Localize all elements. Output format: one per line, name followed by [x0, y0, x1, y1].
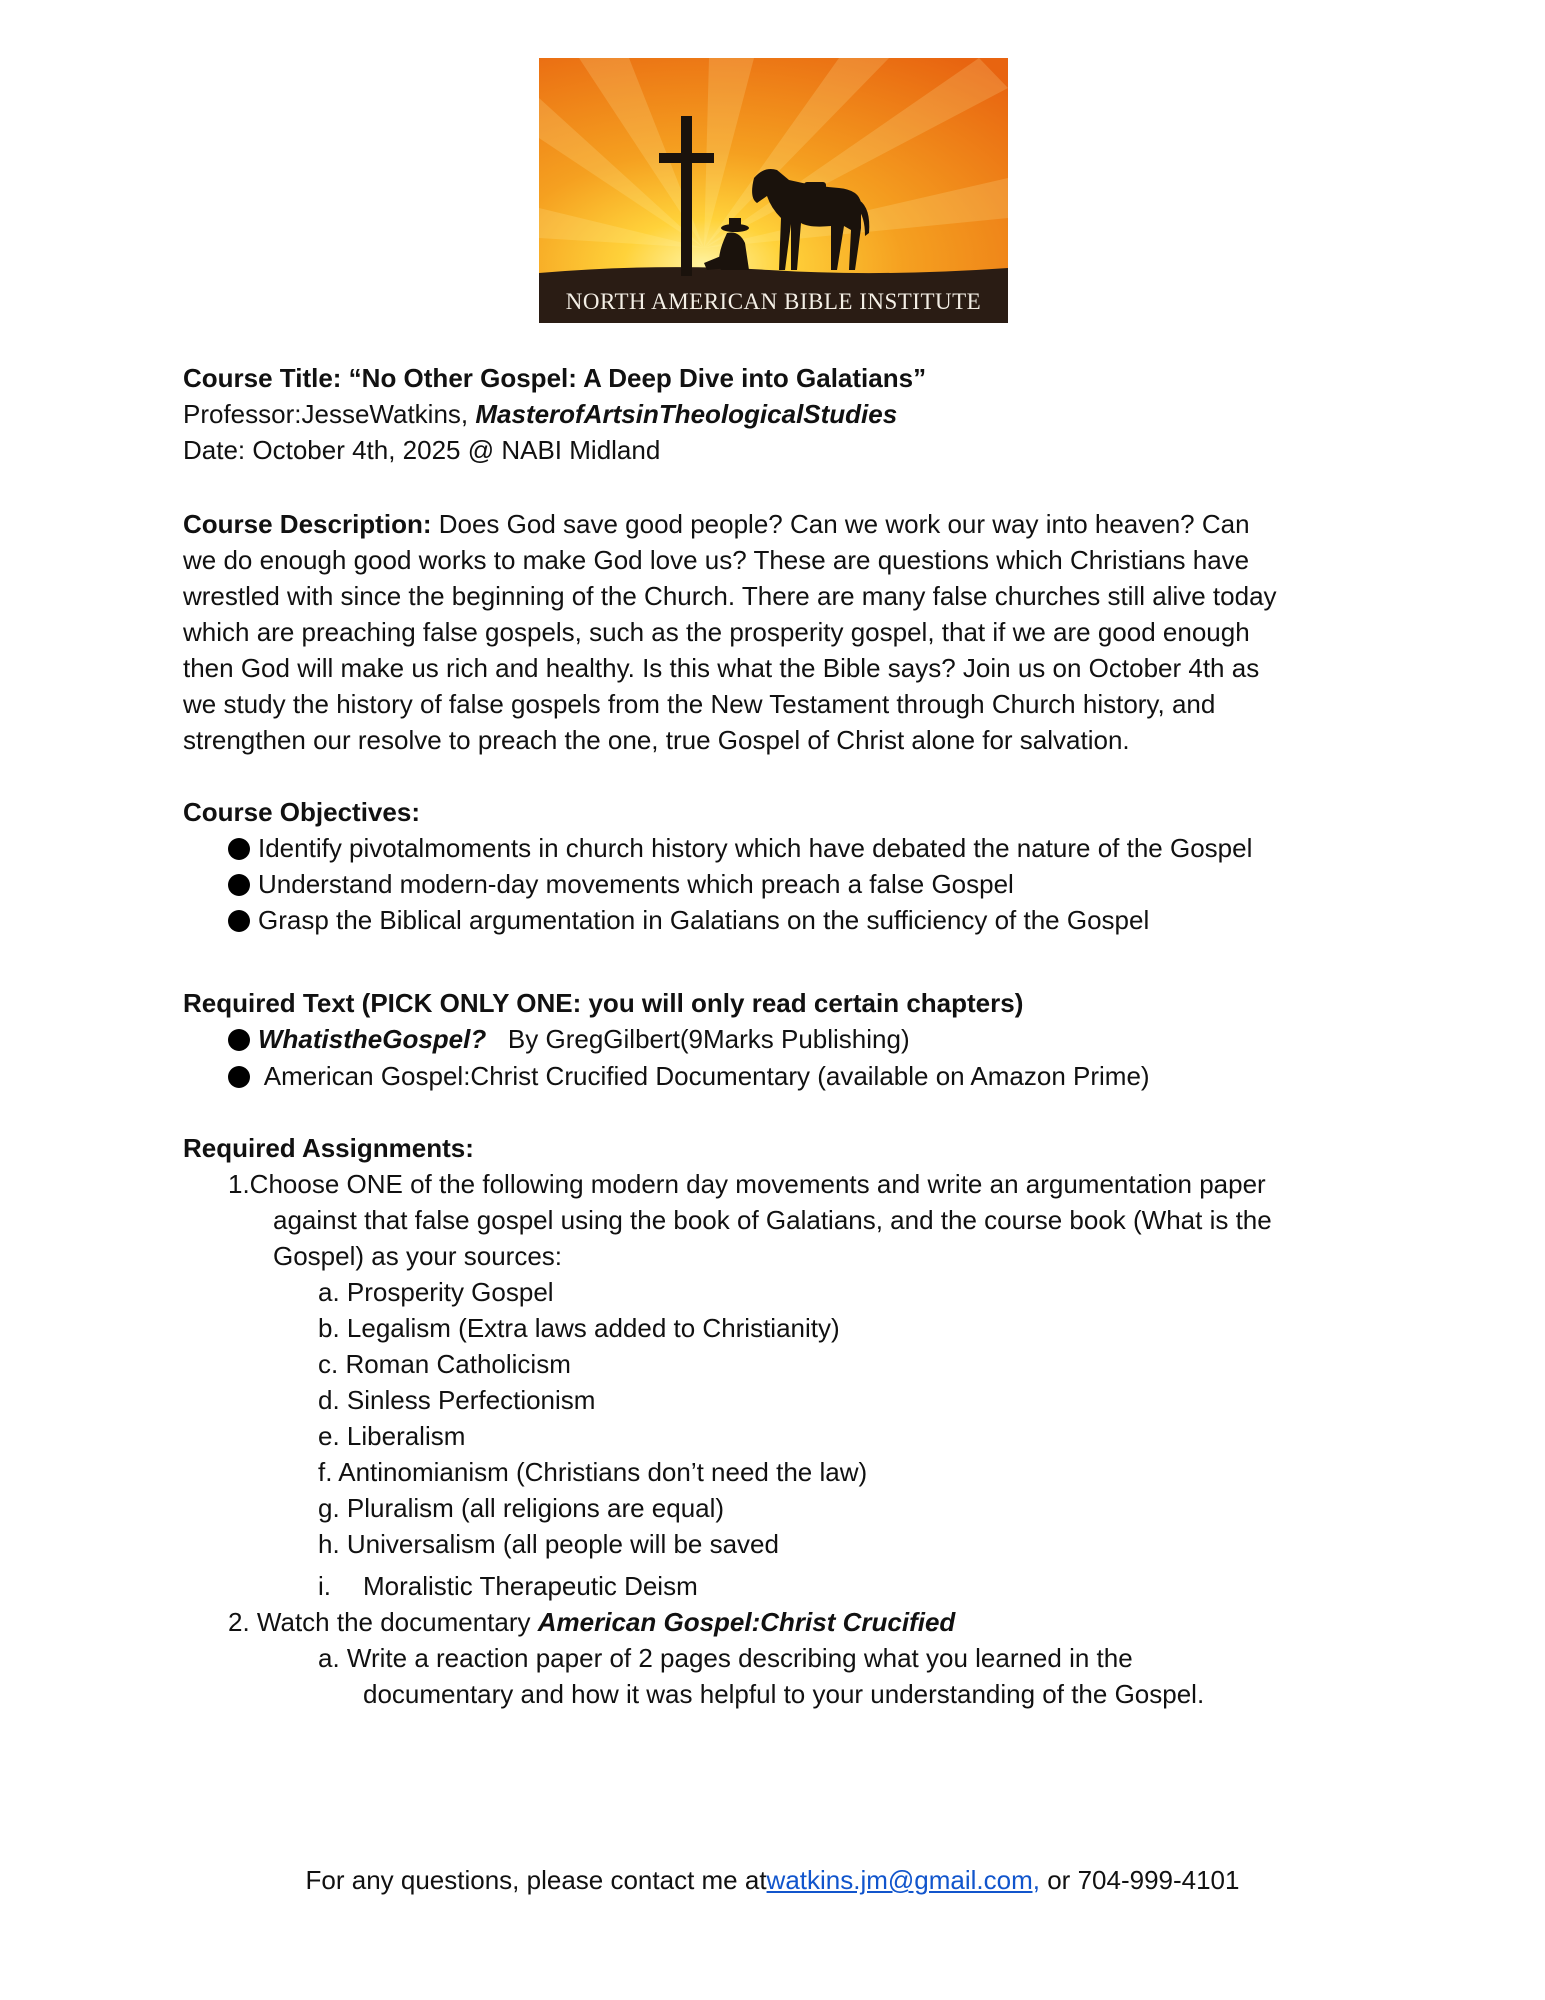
bullet-icon: [228, 910, 250, 932]
bullet-icon: [228, 838, 250, 860]
required-assignments: [183, 1130, 1383, 1712]
description-line: Does God save good people? Can we work our way into heaven? Can: [431, 509, 1250, 539]
assignment-2-sub: documentary and how it was helpful to your understanding of the Gospel.: [363, 1679, 1205, 1709]
list-item: [183, 1021, 1383, 1057]
professor-degree: MasterofArtsinTheologicalStudies: [475, 399, 898, 429]
course-objectives: [183, 794, 1383, 938]
documentary-item: American Gospel:Christ Crucified Documentary (available on Amazon Prime): [258, 1061, 1150, 1091]
contact-suffix: or 704-999-4101: [1040, 1865, 1240, 1895]
movement-item: c. Roman Catholicism: [318, 1349, 571, 1379]
course-description: [183, 506, 1383, 758]
description-label: Course Description:: [183, 509, 432, 539]
assignment-1-line: 1.Choose ONE of the following modern day movements and write an argumentation paper: [228, 1169, 1266, 1199]
assignment-2-line: 2. Watch the documentary American Gospel:Christ Crucified: [228, 1607, 956, 1637]
bullet-icon: [228, 1029, 250, 1051]
movement-item: h. Universalism (all people will be saved: [318, 1529, 779, 1559]
assignments-heading: Required Assignments:: [183, 1133, 474, 1163]
logo-caption: NORTH AMERICAN BIBLE INSTITUTE: [539, 281, 1008, 323]
description-line: we do enough good works to make God love us? These are questions which Christians have: [183, 545, 1250, 575]
description-line: wrestled with since the beginning of the Church. There are many false churches still alive today: [183, 581, 1277, 611]
list-item: Grasp the Biblical argumentation in Galatians on the sufficiency of the Gospel: [183, 902, 1383, 938]
description-line: we study the history of false gospels from the New Testament through Church history, and: [183, 689, 1216, 719]
movement-item: b. Legalism (Extra laws added to Christianity): [318, 1313, 840, 1343]
bullet-icon: [228, 1066, 250, 1088]
course-title-value: “No Other Gospel: A Deep Dive into Galatians”: [348, 363, 927, 393]
movement-item: f. Antinomianism (Christians don’t need the law): [318, 1457, 868, 1487]
objectives-heading: Course Objectives:: [183, 797, 420, 827]
bullet-icon: [228, 874, 250, 896]
logo: [539, 58, 1008, 323]
description-line: strengthen our resolve to preach the one, true Gospel of Christ alone for salvation.: [183, 725, 1130, 755]
assignment-1-line: Gospel) as your sources:: [273, 1241, 563, 1271]
list-item: Understand modern-day movements which preach a false Gospel: [183, 866, 1383, 902]
movement-item: d. Sinless Perfectionism: [318, 1385, 596, 1415]
movement-item: g. Pluralism (all religions are equal): [318, 1493, 725, 1523]
contact-footer: [0, 1862, 1545, 1898]
movement-item: e. Liberalism: [318, 1421, 466, 1451]
assignment-2-sub: a. Write a reaction paper of 2 pages describing what you learned in the: [318, 1643, 1133, 1673]
list-item: Identify pivotalmoments in church history which have debated the nature of the Gospel: [183, 830, 1383, 866]
course-date: Date: October 4th, 2025 @ NABI Midland: [183, 435, 661, 465]
book-author: By GregGilbert(9Marks Publishing): [486, 1024, 910, 1054]
professor-label: Professor:JesseWatkins,: [183, 399, 469, 429]
list-item: [183, 1058, 1383, 1094]
description-line: then God will make us rich and healthy. Is this what the Bible says? Join us on October 4th as: [183, 653, 1260, 683]
movement-item: a. Prosperity Gospel: [318, 1277, 554, 1307]
description-line: which are preaching false gospels, such as the prosperity gospel, that if we are good enough: [183, 617, 1250, 647]
documentary-title: American Gospel:Christ Crucified: [537, 1607, 956, 1637]
movement-item: i. Moralistic Therapeutic Deism: [183, 1568, 1383, 1604]
professor-line: [183, 396, 1383, 432]
contact-prefix: For any questions, please contact me at: [305, 1865, 767, 1895]
assignment-1-line: against that false gospel using the book of Galatians, and the course book (What is the: [273, 1205, 1272, 1235]
movement-marker: i.: [318, 1571, 331, 1601]
email-link[interactable]: watkins.jm@gmail.com,: [766, 1865, 1040, 1895]
course-title-line: [183, 360, 1383, 396]
required-text: [183, 985, 1383, 1094]
book-title: WhatistheGospel?: [258, 1024, 487, 1054]
required-text-heading: Required Text (PICK ONLY ONE: you will only read certain chapters): [183, 988, 1024, 1018]
course-header: [183, 360, 1383, 468]
course-title-label: Course Title:: [183, 363, 342, 393]
